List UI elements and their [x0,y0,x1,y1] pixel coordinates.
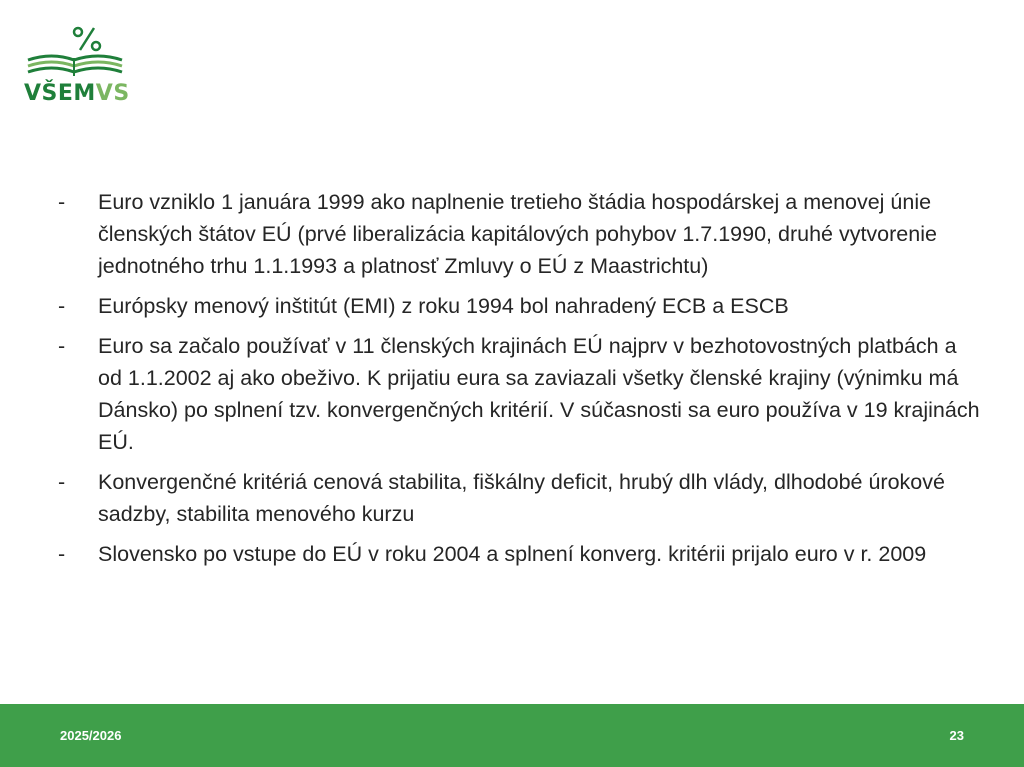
list-item [56,466,986,530]
bullet-text: Slovensko po vstupe do EÚ v roku 2004 a splnení konverg. kritérii prijalo euro v r. 2009 [98,542,927,566]
bullet-text: Konvergenčné kritériá cenová stabilita, fiškálny deficit, hrubý dlh vlády, dlhodobé úrokové sadzby, stabilita menového kurzu [98,470,945,526]
logo-text [24,82,130,106]
bullet-dash: - [58,294,66,318]
bullet-text: Európsky menový inštitút (EMI) z roku 1994 bol nahradený ECB a ESCB [98,294,789,318]
list-item [56,290,986,322]
logo-text-vs: VS [95,81,130,106]
footer-year: 2025/2026 [60,728,122,743]
footer-bar [0,704,1024,767]
logo-text-vsem: VŠEM [24,81,96,106]
list-item [56,538,986,570]
bullet-dash: - [58,190,66,214]
bullet-text: Euro sa začalo používať v 11 členských krajinách EÚ najprv v bezhotovostných platbách a od 1.1.2002 aj ako obeživo. K prijatiu eura sa zaviazali všetky členské krajiny (výnimku má Dánsko) po splnení tzv. konvergenčných kritérií. V súčasnosti sa euro používa v 19 krajinách EÚ. [98,334,980,454]
bullet-dash: - [58,334,66,358]
page-number: 23 [949,728,964,743]
list-item [56,330,986,458]
bullet-text: Euro vzniklo 1 januára 1999 ako naplnenie tretieho štádia hospodárskej a menovej únie členských štátov EÚ (prvé liberalizácia kapitálových pohybov 1.7.1990, druhé vytvorenie jednotného trhu 1.1.1993 a platnosť Zmluvy o EÚ z Maastrichtu) [98,190,937,278]
bullet-dash: - [58,470,66,494]
book-percent-icon [20,24,130,82]
bullet-list [56,186,986,578]
list-item [56,186,986,282]
logo [20,24,130,108]
bullet-dash: - [58,542,66,566]
